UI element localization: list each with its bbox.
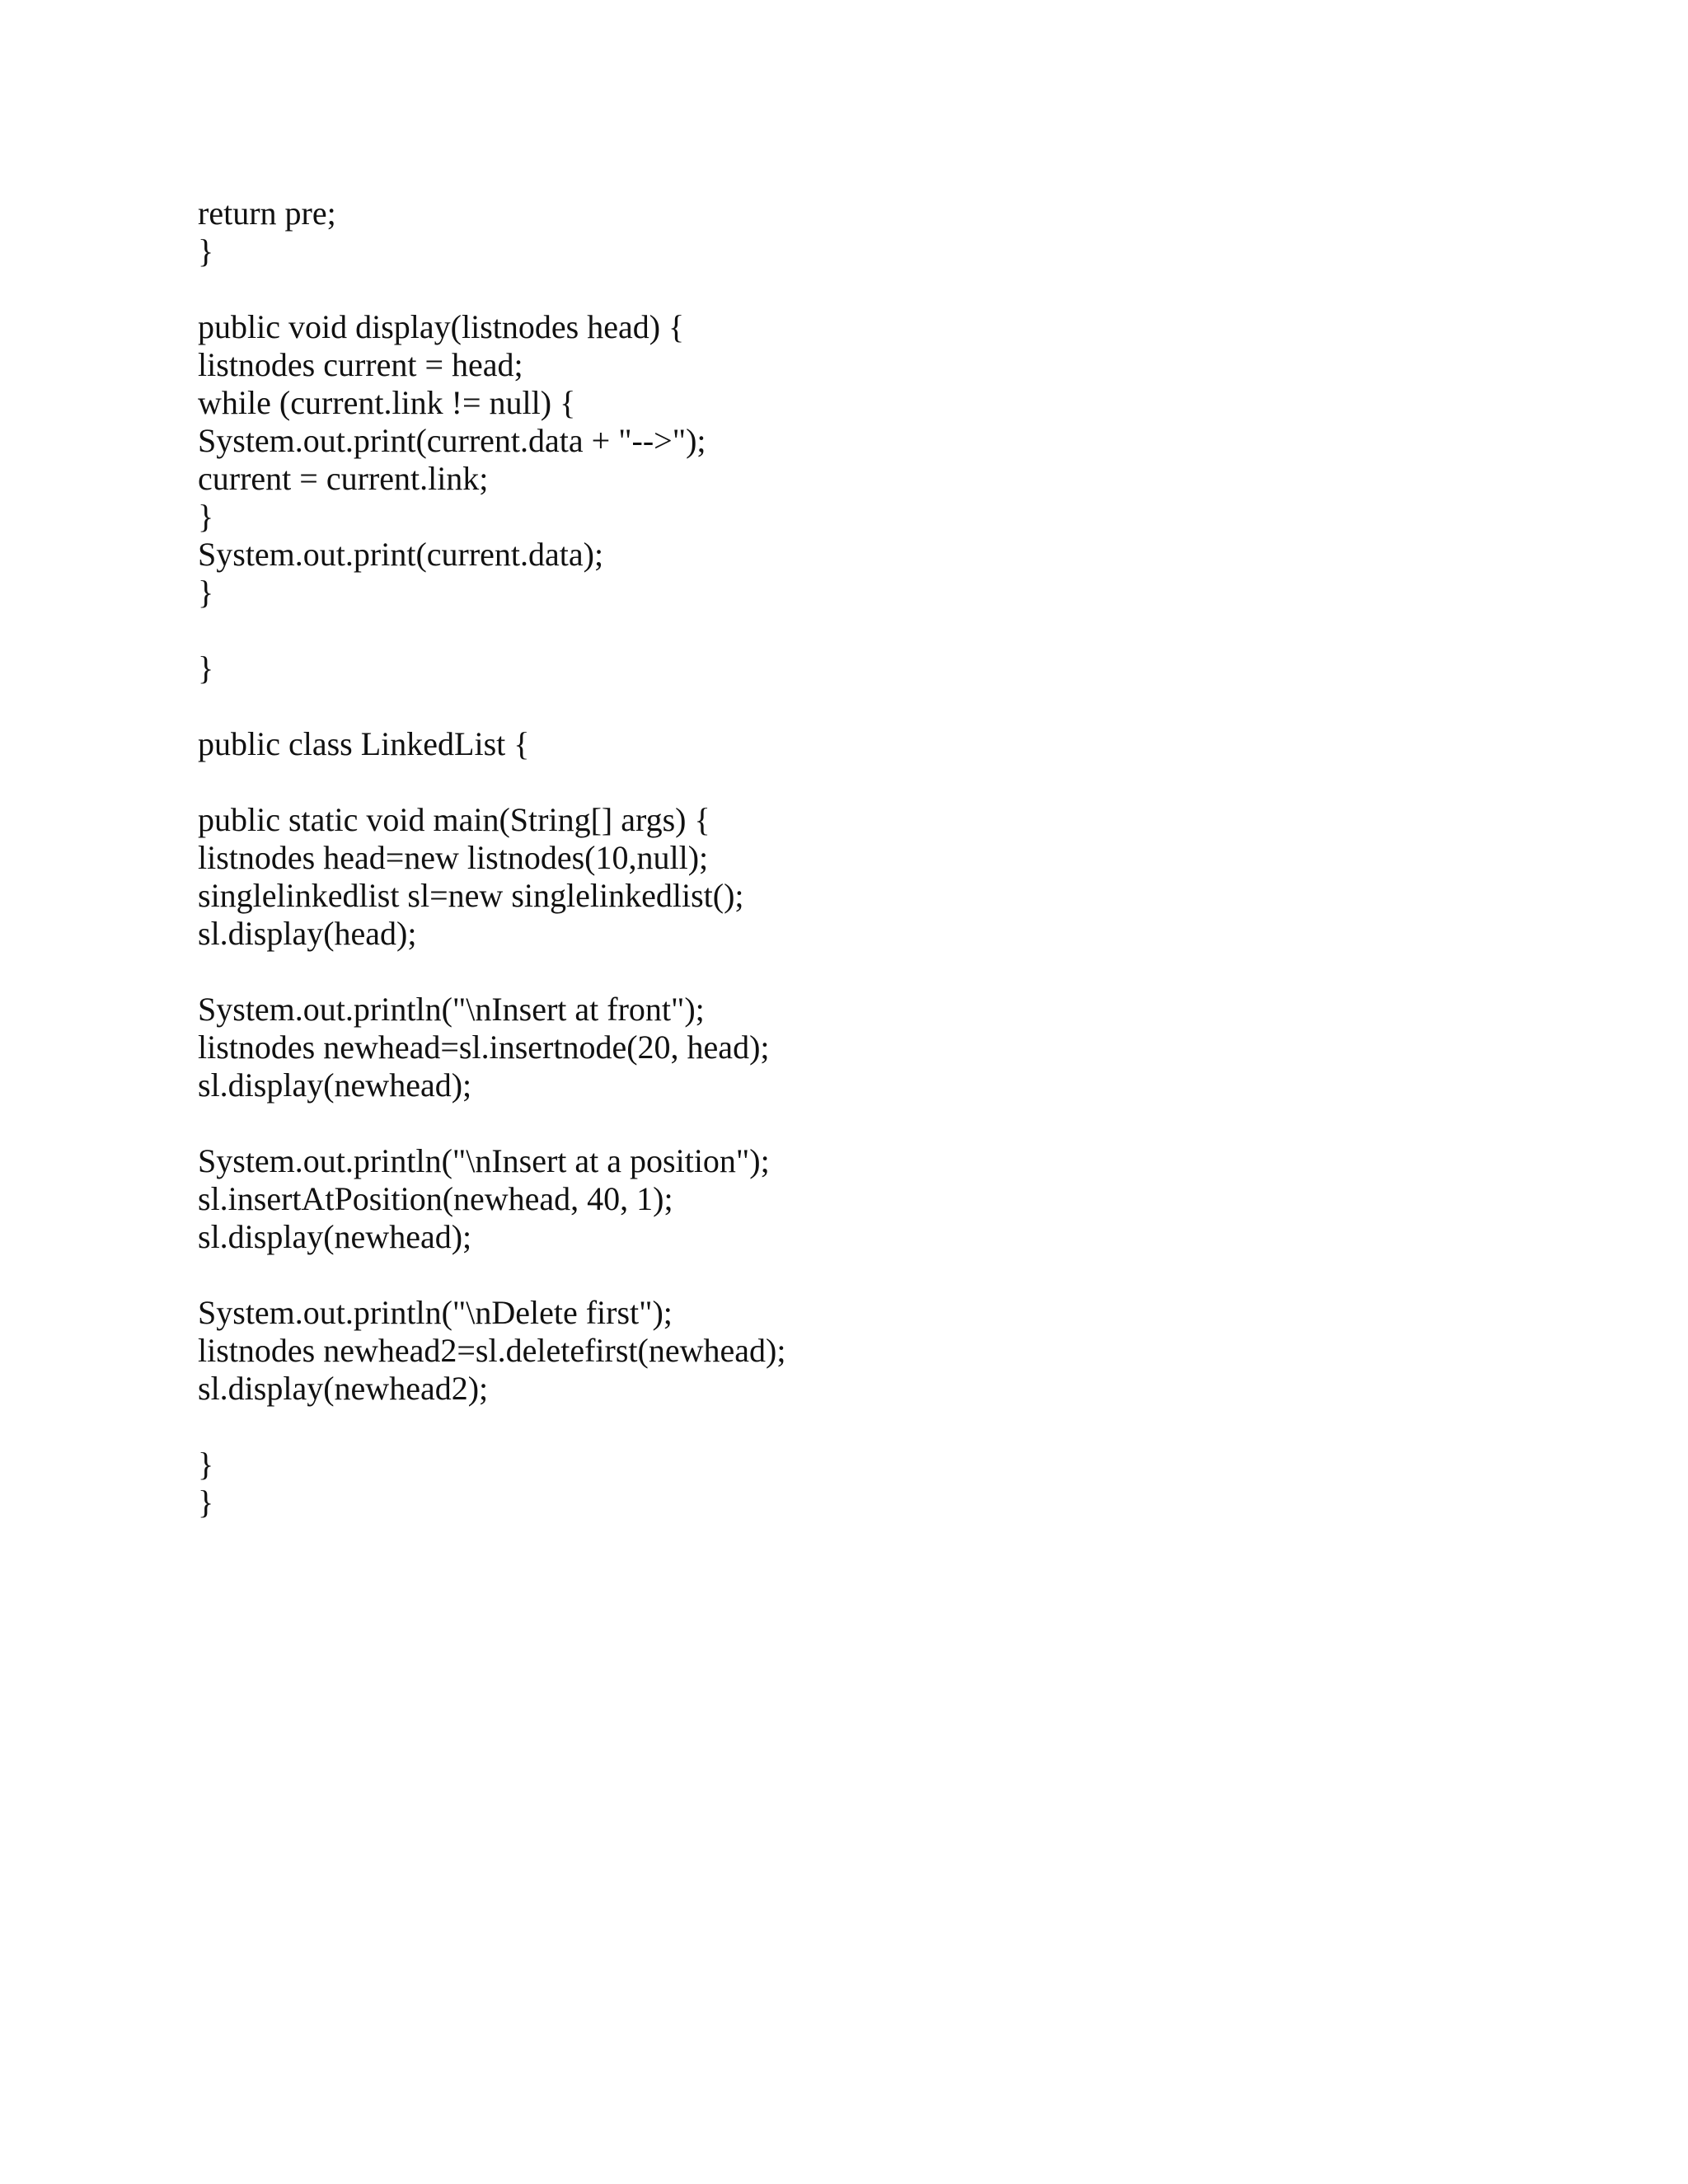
code-line: [198, 270, 785, 308]
code-line: }: [198, 498, 214, 535]
code-line: System.out.print(current.data);: [198, 536, 604, 573]
code-line: [198, 763, 785, 801]
code-line: sl.display(head);: [198, 915, 417, 952]
code-line: [198, 1104, 785, 1142]
code-line: System.out.println("\nInsert at a position");: [198, 1142, 770, 1179]
code-line: [198, 612, 785, 649]
code-line: }: [198, 1446, 214, 1483]
code-line: listnodes head=new listnodes(10,null);: [198, 839, 709, 876]
code-line: }: [198, 1483, 214, 1521]
code-line: }: [198, 649, 214, 687]
code-line: System.out.println("\nInsert at front");: [198, 991, 705, 1028]
code-line: sl.display(newhead2);: [198, 1370, 489, 1407]
code-line: [198, 687, 785, 725]
code-line: public class LinkedList {: [198, 725, 530, 762]
code-line: System.out.println("\nDelete first");: [198, 1294, 673, 1331]
code-line: return pre;: [198, 194, 336, 232]
code-line: singlelinkedlist sl=new singlelinkedlist();: [198, 877, 744, 914]
code-listing: [198, 194, 785, 1521]
code-line: }: [198, 232, 214, 269]
code-line: [198, 1408, 785, 1446]
code-line: listnodes current = head;: [198, 346, 523, 383]
code-line: sl.insertAtPosition(newhead, 40, 1);: [198, 1180, 673, 1217]
code-line: current = current.link;: [198, 460, 489, 497]
code-line: sl.display(newhead);: [198, 1218, 472, 1255]
code-line: while (current.link != null) {: [198, 384, 576, 421]
code-line: System.out.print(current.data + "-->");: [198, 422, 706, 459]
code-line: public void display(listnodes head) {: [198, 308, 685, 345]
code-line: listnodes newhead=sl.insertnode(20, head);: [198, 1029, 770, 1066]
code-line: }: [198, 574, 214, 611]
code-line: listnodes newhead2=sl.deletefirst(newhead);: [198, 1332, 786, 1369]
code-line: sl.display(newhead);: [198, 1066, 472, 1104]
code-line: public static void main(String[] args) {: [198, 801, 710, 838]
code-line: [198, 1256, 785, 1294]
code-line: [198, 953, 785, 991]
